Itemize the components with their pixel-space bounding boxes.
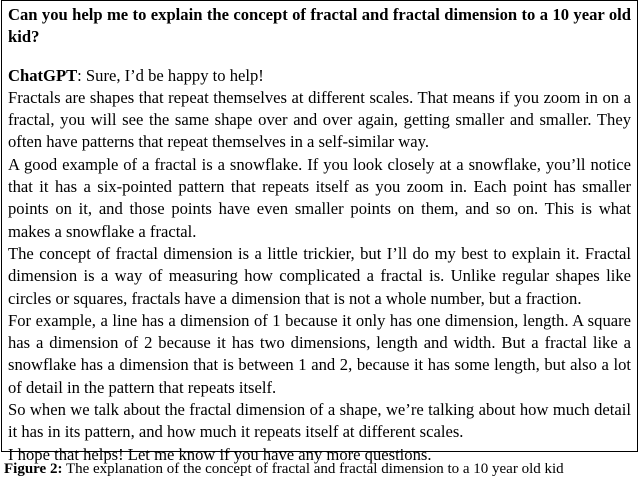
dialogue-box [1,0,638,464]
answer-paragraph: Fractals are shapes that repeat themselves at different scales. That means if you zoom in on a fractal, you will see the same shape over and over again, getting smaller and smaller. They often have patterns that repeat themselves in a self-similar way. [8,87,631,152]
spacer [8,49,631,65]
answer-paragraph: A good example of a fractal is a snowflake. If you look closely at a snowflake, you’ll notice that it has a six-pointed pattern that repeats itself as you zoom in. Each point has smaller points on it, and those points have even smaller points on them, and so on. This is what makes a snowflake a fractal. [8,154,631,241]
speaker-label: ChatGPT [8,65,78,85]
answer-paragraph: So when we talk about the fractal dimension of a shape, we’re talking about how much detail it has in its pattern, and how much it repeats itself at different scales. [8,400,631,442]
answer-intro-text: : Sure, I’d be happy to help! [77,65,264,85]
caption-text: The explanation of the concept of fractal and fractal dimension to a 10 year old kid [62,461,564,477]
caption-label: Figure 2: [4,461,63,477]
question-text: Can you help me to explain the concept of fractal and fractal dimension to a 10 year old kid? [8,5,631,47]
answer-intro [8,65,631,87]
answer-paragraph: I hope that helps! Let me know if you have any more questions. [8,444,432,464]
answer-paragraph: The concept of fractal dimension is a little trickier, but I’ll do my best to explain it. Fractal dimension is a way of measuring how complicated a fractal is. Unlike regular shapes like circles or squares, fractals have a dimension that is not a whole number, but a fraction. [8,243,631,308]
answer-paragraph: For example, a line has a dimension of 1 because it only has one dimension, length. A square has a dimension of 2 because it has two dimensions, length and width. But a fractal like a snowflake has a dimension that is between 1 and 2, because it has some length, but also a lot of detail in the pattern that repeats itself. [8,310,631,397]
figure-caption [4,459,640,479]
